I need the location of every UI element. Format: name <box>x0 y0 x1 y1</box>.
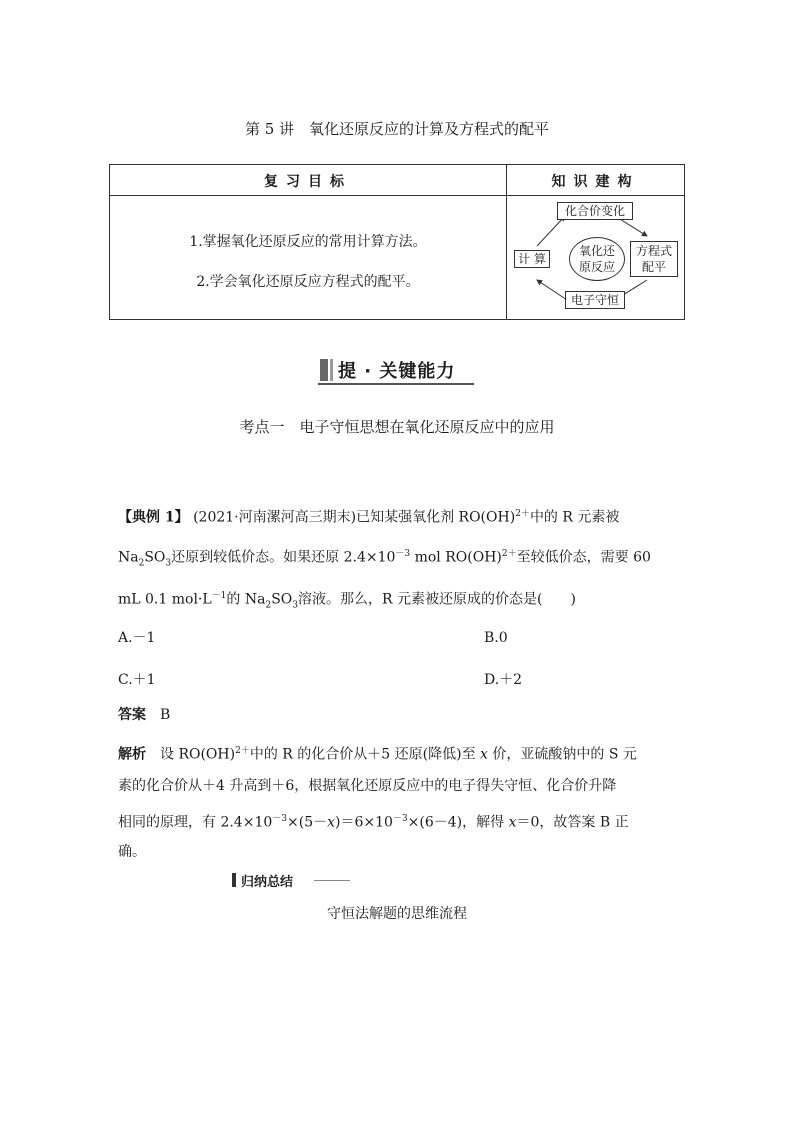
example-text-2b: mol RO(OH) <box>410 549 502 566</box>
analysis-line-3 <box>118 809 678 833</box>
charge-num-2: 2 <box>501 549 508 559</box>
analysis-exp-1: －3 <box>272 814 287 824</box>
section-banner <box>318 357 474 385</box>
formula-na: Na <box>118 549 139 566</box>
flow-title: 守恒法解题的思维流程 <box>327 906 467 922</box>
page-title: 第 5 讲 氧化还原反应的计算及方程式的配平 <box>244 120 550 138</box>
banner-bar2-icon <box>330 359 333 381</box>
analysis-line-1 <box>118 741 678 765</box>
example-source: (2021·河南漯河高三期末) <box>193 509 357 526</box>
example-text-1: 已知某强氧化剂 RO(OH) <box>356 509 516 526</box>
analysis-text-1: 设 RO(OH) <box>160 746 236 763</box>
analysis-exp-2: －3 <box>392 814 408 824</box>
analysis-text-3: 价，亚硫酸钠中的 S 元 <box>487 746 637 763</box>
example-text-2c: 至较低价态，需要 60 <box>516 549 651 566</box>
formula-sub3-2: 3 <box>292 600 299 611</box>
analysis-line-4: 确。 <box>118 844 146 860</box>
diagram-electron-conservation: 电子守恒 <box>565 291 625 309</box>
formula-sub3: 3 <box>165 558 172 569</box>
diagram-valence-change: 化合价变化 <box>557 202 633 220</box>
formula-sub2: 2 <box>138 558 145 569</box>
review-table <box>109 164 685 320</box>
charge-num-3: 2 <box>235 746 241 756</box>
formula-sub2-2: 2 <box>265 600 272 611</box>
formula-na-2: Na <box>244 591 266 608</box>
option-b: B.0 <box>484 630 508 646</box>
exp-minus1: －1 <box>211 591 227 601</box>
example-text-2a: 还原到较低价态。如果还原 2.4×10 <box>171 549 396 566</box>
diagram-right-line2: 配平 <box>641 260 666 274</box>
example-label: 【典例 1】 <box>118 509 189 526</box>
review-goal-2: 2.学会氧化还原反应方程式的配平。 <box>196 274 420 290</box>
var-x: x <box>480 746 488 763</box>
diagram-center-line2: 原反应 <box>578 260 615 274</box>
review-goal-1: 1.掌握氧化还原反应的常用计算方法。 <box>189 234 427 250</box>
var-x-2: x <box>327 814 336 831</box>
charge-num: 2 <box>515 509 521 519</box>
answer-value: B <box>160 707 171 723</box>
exp-minus3: －3 <box>395 549 411 559</box>
example-text-3c: 溶液。那么，R 元素被还原成的价态是( ) <box>298 591 576 608</box>
banner-bar-icon <box>320 359 328 381</box>
example-line-3 <box>118 586 678 615</box>
formula-so: SO <box>144 549 166 566</box>
summary-bar-icon <box>232 873 236 887</box>
var-x-3: x <box>508 814 517 831</box>
section-banner-text: 提 · 关键能力 <box>338 361 456 382</box>
analysis-text-6: )＝6×10 <box>335 814 393 831</box>
charge-sign-2: ＋ <box>507 549 517 559</box>
example-text-1b: 中的 R 元素被 <box>529 509 620 526</box>
diagram-right-line1: 方程式 <box>635 244 672 258</box>
kaodian-heading: 考点一 电子守恒思想在氧化还原反应中的应用 <box>239 418 555 436</box>
diagram-redox-center <box>569 237 625 281</box>
review-goals-header: 复习目标 <box>264 174 352 190</box>
example-line-1 <box>118 504 678 528</box>
option-c: C.＋1 <box>118 672 156 688</box>
analysis-text-5: ×(5－ <box>287 814 328 831</box>
example-line-2 <box>118 544 678 573</box>
analysis-text-8: ＝0，故答案 B 正 <box>516 814 629 831</box>
answer-label: 答案 <box>118 707 146 723</box>
summary-label: 归纳总结 <box>241 875 294 890</box>
example-text-3b: 的 <box>226 591 245 608</box>
analysis-text-7: ×(6－4)，解得 <box>407 814 509 831</box>
formula-so-2: SO <box>271 591 293 608</box>
option-a: A.－1 <box>118 630 156 646</box>
analysis-text-2: 中的 R 的化合价从＋5 还原(降低)至 <box>249 746 481 763</box>
analysis-text-4: 相同的原理，有 2.4×10 <box>118 814 273 831</box>
option-d: D.＋2 <box>484 672 523 688</box>
diagram-center-line1: 氧化还 <box>578 244 615 258</box>
summary-divider <box>314 880 350 881</box>
diagram-calculation: 计 算 <box>514 250 550 268</box>
charge-sign-3: ＋ <box>240 746 250 756</box>
answer-line <box>118 705 678 725</box>
analysis-label: 解析 <box>118 746 146 763</box>
charge-sign: ＋ <box>520 509 530 519</box>
analysis-line-2: 素的化合价从＋4 升高到＋6，根据氧化还原反应中的电子得失守恒、化合价升降 <box>118 778 617 794</box>
example-text-3a: mL 0.1 mol·L <box>118 591 212 608</box>
knowledge-structure-header: 知识建构 <box>551 174 640 190</box>
diagram-equation-balance <box>630 241 678 277</box>
